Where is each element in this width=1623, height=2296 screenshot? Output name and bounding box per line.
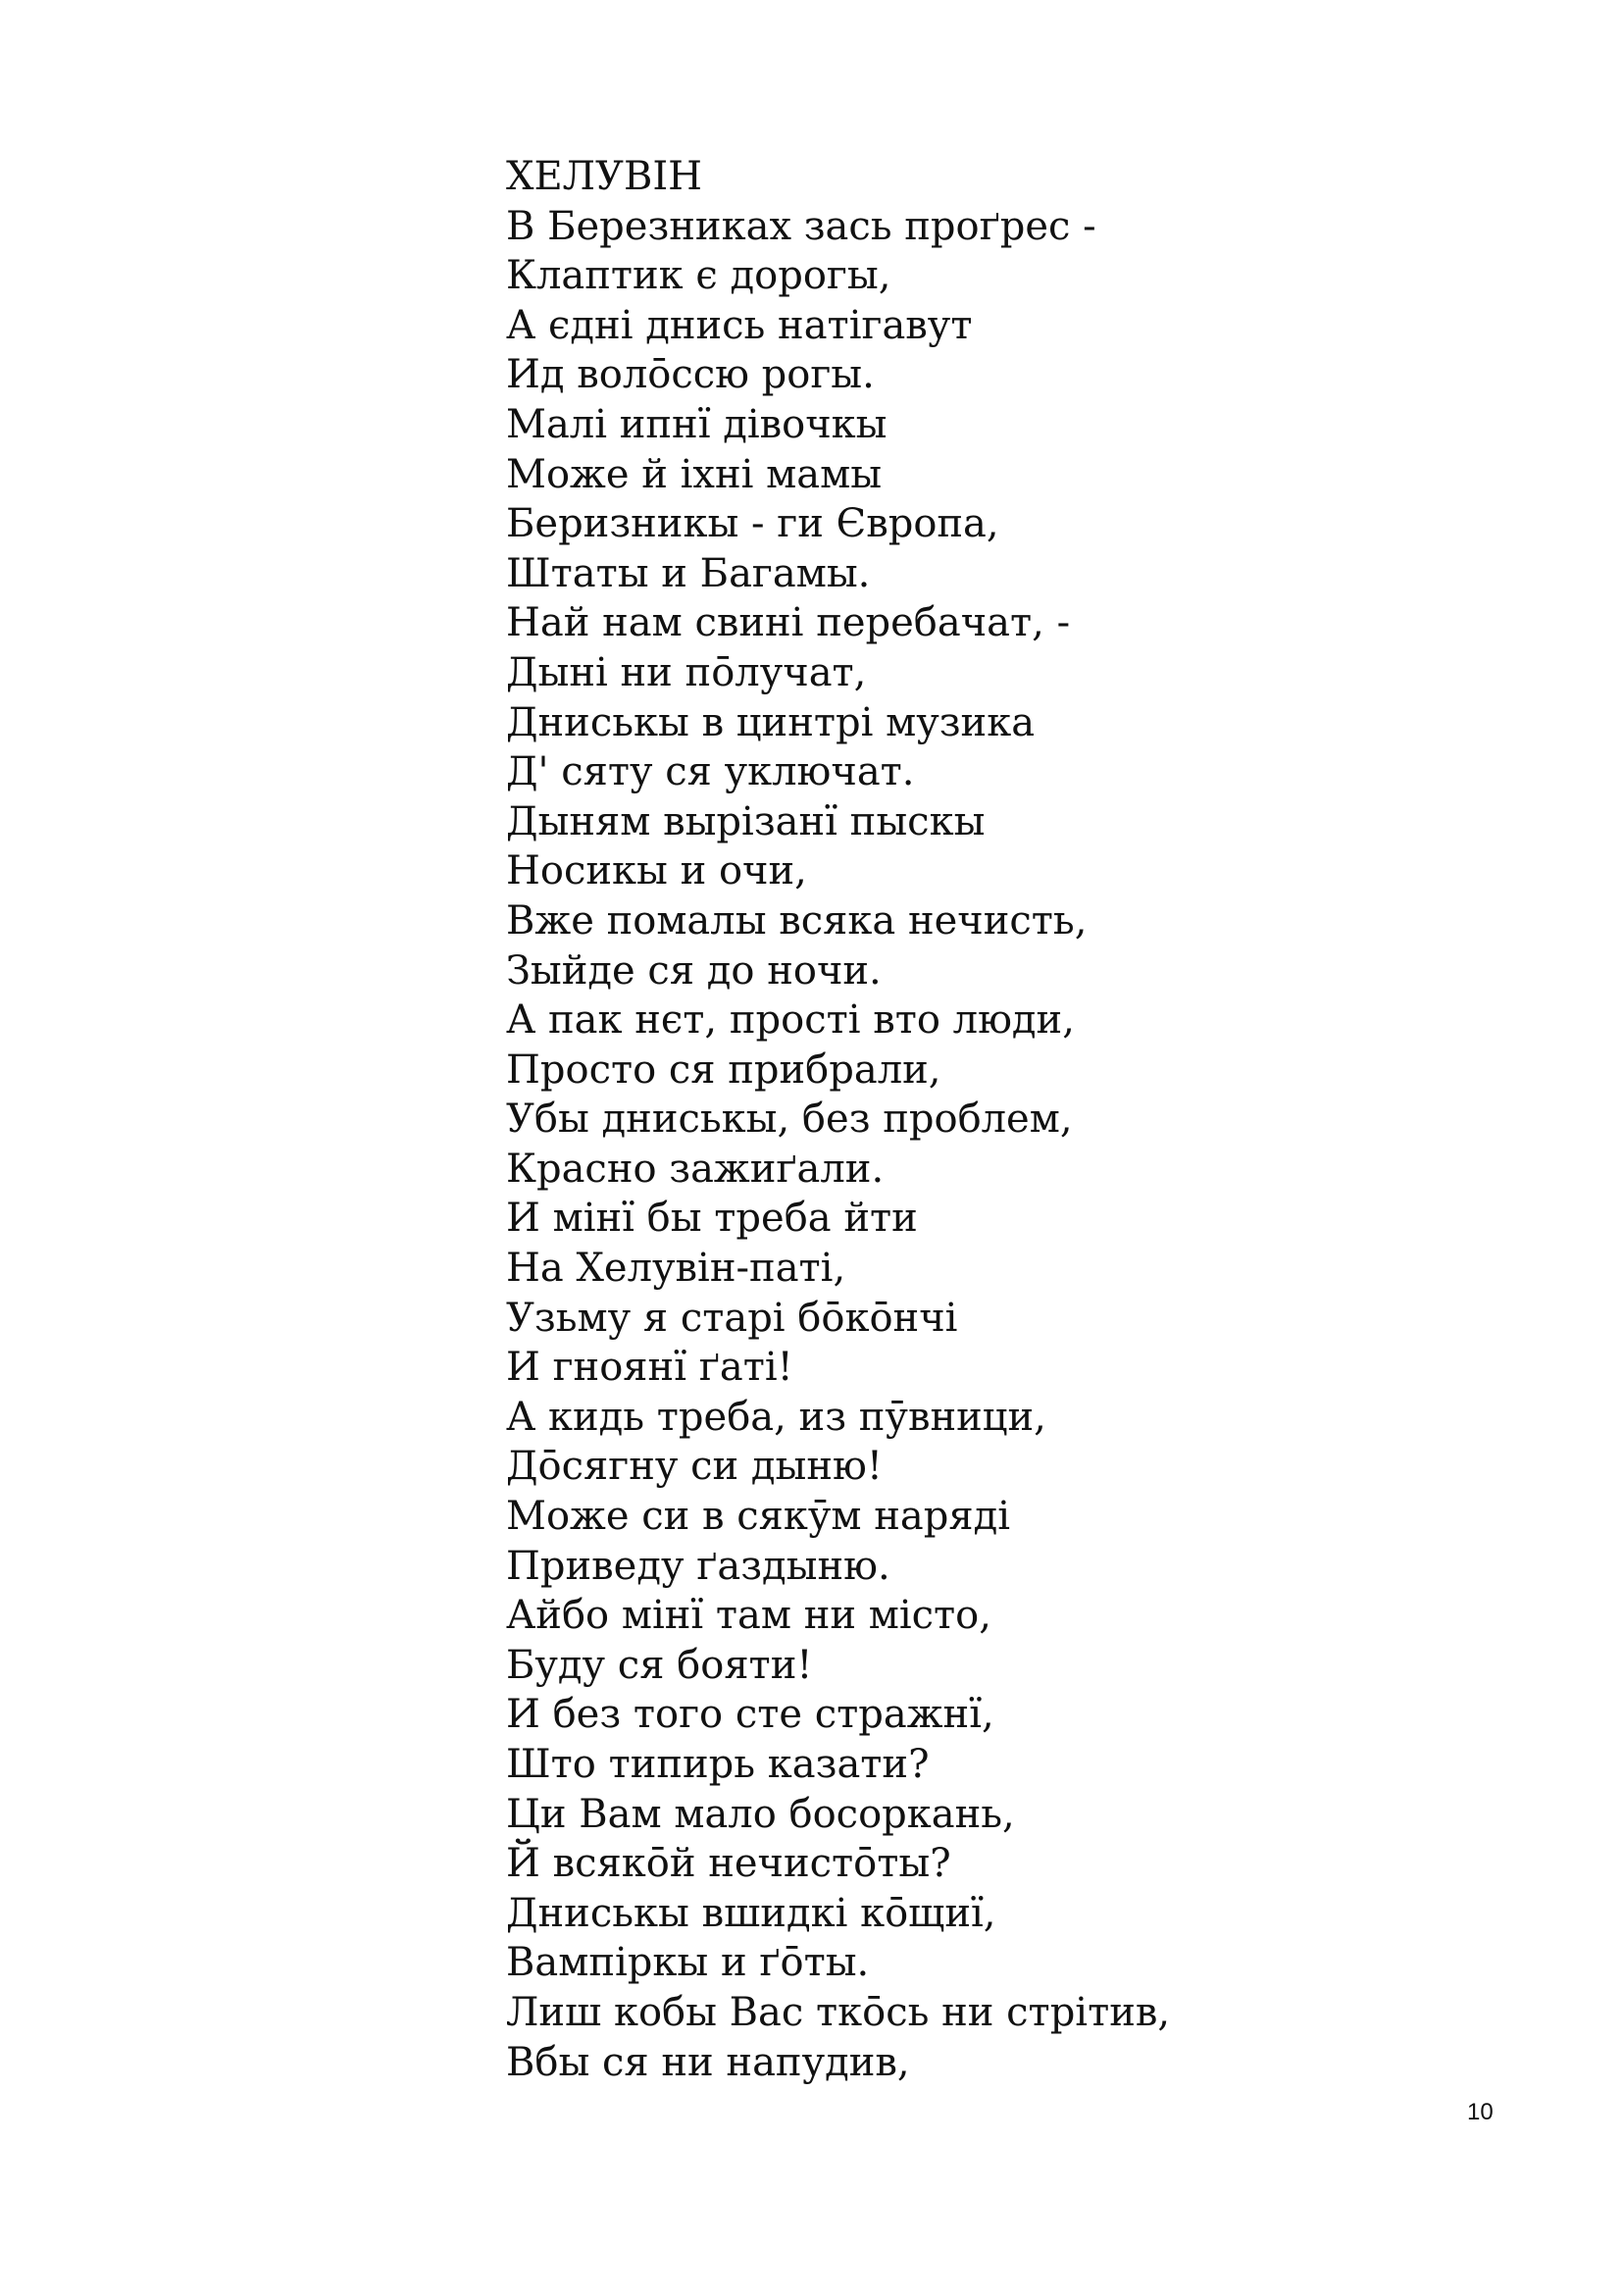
poem-line: А кидь треба, из пӯвници, — [506, 1394, 1046, 1440]
poem-lines — [506, 202, 1487, 2088]
poem-line: И гноянї ґаті! — [506, 1345, 793, 1391]
poem-line: Просто ся прибрали, — [506, 1046, 941, 1093]
poem-line: Зыйде ся до ночи. — [506, 947, 882, 994]
poem-line: Лиш кобы Вас ткōсь ни стрітив, — [506, 1989, 1171, 2035]
poem-line: Дниськы в цинтрі музика — [506, 699, 1036, 745]
page-number: 10 — [1467, 2099, 1494, 2125]
poem-line: Вже помалы всяка нечисть, — [506, 897, 1088, 944]
poem-line: Узьму я старі бōкōнчі — [506, 1295, 958, 1341]
poem-line: Носикы и очи, — [506, 848, 807, 894]
poem-line: Й всякōй нечистōты? — [506, 1841, 951, 1887]
poem-line: А єдні днись натігавут — [506, 302, 973, 348]
poem-line: Што типирь казати? — [506, 1742, 930, 1787]
poem-line: Дыням вырізанї пыскы — [506, 798, 986, 844]
poem-line: Ид волōссю рогы. — [506, 352, 875, 398]
poem-line: Най нам свині перебачат, - — [506, 600, 1071, 646]
poem-line: Приведу ґаздыню. — [506, 1543, 890, 1589]
poem-line: Беризникы - ги Європа, — [506, 501, 999, 547]
poem-line: И мінї бы треба йти — [506, 1196, 918, 1242]
poem-line: А пак нєт, прості вто люди, — [506, 997, 1075, 1044]
poem-line: Ци Вам мало босоркань, — [506, 1791, 1015, 1837]
poem — [506, 152, 1487, 2087]
poem-line: Красно зажиґали. — [506, 1146, 885, 1192]
poem-line: Д' сяту ся уключат. — [506, 749, 915, 795]
poem-line: Вампіркы и ґōты. — [506, 1940, 870, 1986]
poem-line: Клаптик є дорогы, — [506, 253, 891, 299]
poem-line: Штаты и Багамы. — [506, 550, 871, 596]
poem-line: На Хелувін-паті, — [506, 1246, 846, 1292]
poem-line: В Березниках зась проґрес - — [506, 203, 1096, 249]
poem-line: Може си в сякӯм наряді — [506, 1494, 1011, 1540]
poem-title: ХЕЛУВІН — [506, 154, 703, 199]
poem-line: Дниськы вшидкі кōщиї, — [506, 1890, 996, 1936]
poem-line: Дыні ни пōлучат, — [506, 649, 867, 695]
poem-line: И без того сте стражнї, — [506, 1692, 994, 1738]
poem-line: Може й іхні мамы — [506, 451, 883, 497]
poem-line: Вбы ся ни напудив, — [506, 2039, 910, 2085]
poem-line: Айбо мінї там ни місто, — [506, 1593, 991, 1639]
poem-line: Дōсягну си дыню! — [506, 1444, 883, 1490]
poem-line: Убы дниськы, без проблем, — [506, 1097, 1073, 1143]
poem-line: Малі ипнї дівочкы — [506, 401, 888, 447]
poem-line: Буду ся бояти! — [506, 1642, 813, 1688]
